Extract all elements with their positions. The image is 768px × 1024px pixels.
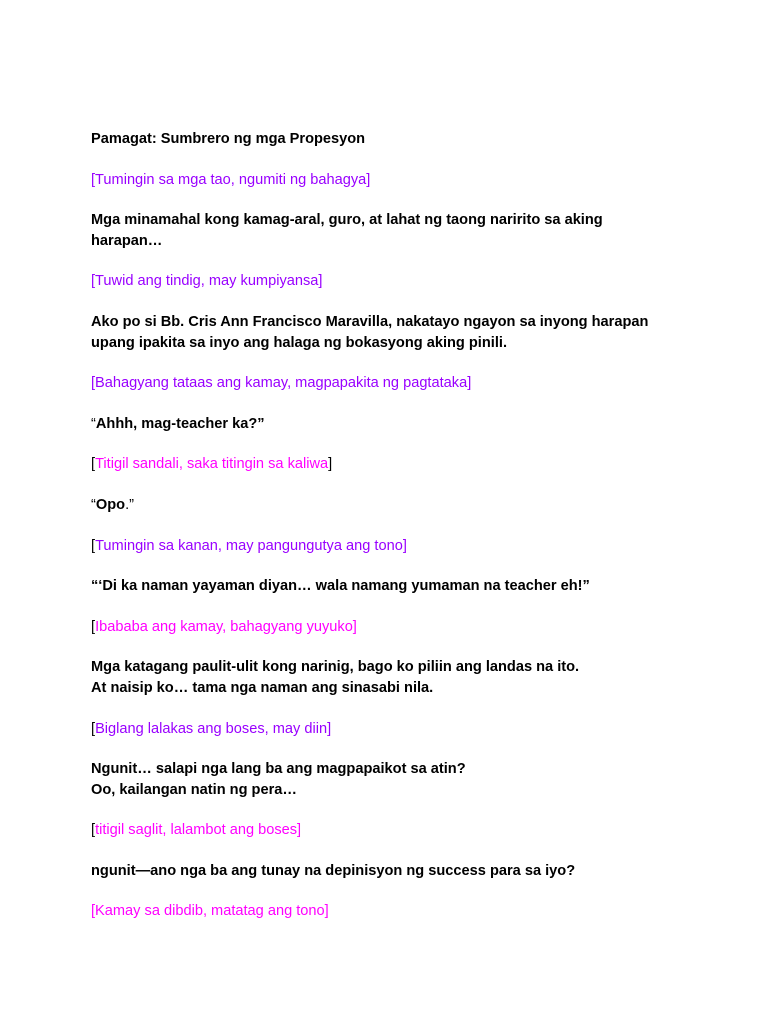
bracket-open: [ [91,720,96,737]
stage-direction-5 [91,536,691,557]
speech-line: Mga minamahal kong kamag-aral, guro, at lahat ng taong naririto sa aking [91,212,603,229]
speech-paragraph-3 [91,414,691,435]
bracket-open: [ [91,537,96,554]
open-quote: “ [91,496,96,513]
stage-direction-3: [Bahagyang tataas ang kamay, magpapakita ng pagtataka] [91,375,472,392]
speech-paragraph-8: ngunit—ano nga ba ang tunay na depinisyon ng success para sa iyo? [91,862,576,879]
direction-text: Ibababa ang kamay, bahagyang yuyuko] [95,618,357,635]
speech-script [91,129,691,942]
direction-text: Titigil sandali, saka titingin sa kaliwa [95,456,329,473]
bracket-open: [ [91,618,96,635]
stage-direction-4 [91,454,691,475]
speech-line: Oo, kailangan natin ng pera… [91,781,297,798]
speech-line: harapan… [91,232,163,249]
speech-line: At naisip ko… tama nga naman ang sinasabi nila. [91,679,434,696]
stage-direction-1: [Tumingin sa mga tao, ngumiti ng bahagya] [91,171,371,188]
stage-direction-7 [91,719,691,740]
speech-paragraph-6 [91,657,691,698]
speech-line: Mga katagang paulit-ulit kong narinig, bago ko piliin ang landas na ito. [91,659,580,676]
speech-paragraph-4 [91,495,691,516]
direction-text: titigil saglit, lalambot ang boses] [95,822,302,839]
speech-paragraph-7 [91,759,691,800]
speech-line: Ako po si Bb. Cris Ann Francisco Maravilla, nakatayo ngayon sa inyong harapan [91,313,649,330]
bracket-close: ] [328,456,333,473]
speech-paragraph-1 [91,210,691,251]
script-title: Pamagat: Sumbrero ng mga Propesyon [91,131,366,147]
speech-line: Ngunit… salapi nga lang ba ang magpapaikot sa atin? [91,761,466,778]
stage-direction-6 [91,617,691,638]
bracket-open: [ [91,456,96,473]
speech-text: Ahhh, mag-teacher ka?” [95,415,265,432]
speech-paragraph-2 [91,312,691,353]
speech-paragraph-5: “‘Di ka naman yayaman diyan… wala namang yumaman na teacher eh!” [91,578,590,595]
speech-text: Opo [95,496,126,513]
stage-direction-2: [Tuwid ang tindig, may kumpiyansa] [91,273,323,290]
direction-text: Tumingin sa kanan, may pangungutya ang tono] [95,537,407,554]
bracket-open: [ [91,822,96,839]
stage-direction-9: [Kamay sa dibdib, matatag ang tono] [91,903,329,920]
speech-line: upang ipakita sa inyo ang halaga ng bokasyong aking pinili. [91,334,507,351]
stage-direction-8 [91,820,691,841]
close-quote: .” [125,496,134,513]
direction-text: Biglang lalakas ang boses, may diin] [95,720,332,737]
open-quote: “ [91,415,96,432]
